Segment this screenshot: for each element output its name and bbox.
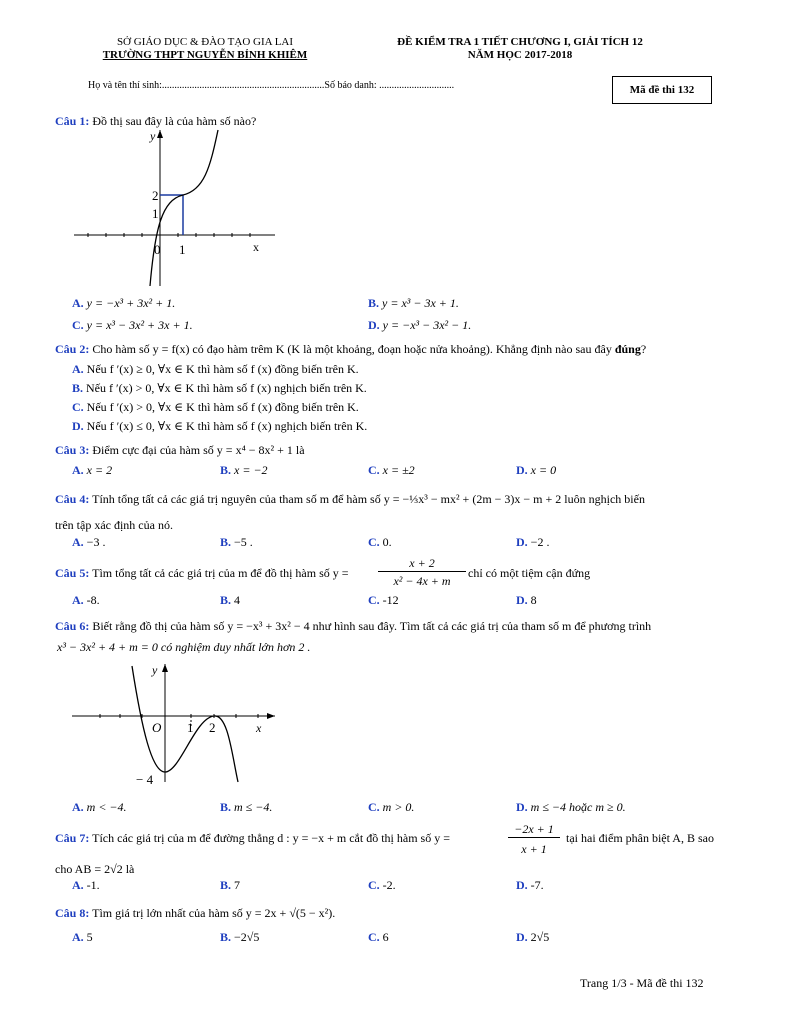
- q3-a-label: A.: [72, 463, 84, 477]
- q4-d-text: −2 .: [530, 535, 550, 549]
- q5-b-text: 4: [234, 593, 241, 607]
- question-5: [55, 566, 349, 581]
- question-8-text: Tìm giá trị lớn nhất của hàm số y = 2x + √(5 − x²).: [92, 906, 336, 920]
- q7-option-a[interactable]: [72, 878, 100, 893]
- question-3-label: Câu 3:: [55, 443, 90, 457]
- q4-d-label: D.: [516, 535, 528, 549]
- q8-c-text: 6: [382, 930, 389, 944]
- q1-c-text: y = x³ − 3x² + 3x + 1.: [86, 318, 193, 332]
- q4-b-label: B.: [220, 535, 232, 549]
- q6-d-text: m ≤ −4 hoặc m ≥ 0.: [530, 800, 626, 814]
- page-footer: Trang 1/3 - Mã đề thi 132: [580, 976, 704, 990]
- question-2: [55, 342, 646, 357]
- q5-option-c[interactable]: [368, 593, 399, 608]
- q8-b-label: B.: [220, 930, 232, 944]
- q1-origin: 0: [154, 242, 161, 257]
- question-5-text-pre: Tìm tổng tất cả các giá trị của m để đồ thị hàm số y =: [92, 566, 349, 580]
- q5-c-label: C.: [368, 593, 380, 607]
- question-6: [55, 619, 651, 634]
- q3-option-b[interactable]: [220, 463, 268, 478]
- q6-c-label: C.: [368, 800, 380, 814]
- question-1-label: Câu 1:: [55, 114, 90, 128]
- q5-fraction-den: x² − 4x + m: [393, 574, 451, 588]
- question-3-text: Điểm cực đại của hàm số y = x⁴ − 8x² + 1 là: [92, 443, 305, 457]
- q7-d-label: D.: [516, 878, 528, 892]
- q8-a-text: 5: [86, 930, 93, 944]
- q8-b-text: −2√5: [234, 930, 260, 944]
- q5-fraction-num: x + 2: [378, 556, 466, 572]
- q7-a-text: -1.: [86, 878, 100, 892]
- q6-c-text: m > 0.: [382, 800, 415, 814]
- question-8-label: Câu 8:: [55, 906, 90, 920]
- question-1-graph: [70, 128, 280, 288]
- q6-tick-minus4: − 4: [136, 772, 154, 785]
- q7-option-c[interactable]: [368, 878, 396, 893]
- q7-d-text: -7.: [530, 878, 544, 892]
- question-2-bold: đúng: [614, 342, 641, 356]
- q7-b-label: B.: [220, 878, 232, 892]
- q2-b-label: B.: [72, 381, 84, 395]
- q6-a-label: A.: [72, 800, 84, 814]
- q6-tick-1: 1: [187, 720, 194, 735]
- q6-option-c[interactable]: [368, 800, 414, 815]
- q2-c-text: Nếu f ′(x) > 0, ∀x ∈ K thì hàm số f (x) đồng biến trên K.: [86, 400, 359, 414]
- q1-tick-2: 2: [152, 188, 159, 203]
- q2-b-text: Nếu f ′(x) > 0, ∀x ∈ K thì hàm số f (x) nghịch biến trên K.: [86, 381, 367, 395]
- q1-d-text: y = −x³ − 3x² − 1.: [382, 318, 472, 332]
- q2-option-c[interactable]: [72, 400, 359, 415]
- exam-title: ĐỀ KIỂM TRA 1 TIẾT CHƯƠNG I, GIẢI TÍCH 12: [397, 36, 643, 48]
- q8-option-a[interactable]: [72, 930, 93, 945]
- q4-option-d[interactable]: [516, 535, 549, 550]
- q2-d-text: Nếu f ′(x) ≤ 0, ∀x ∈ K thì hàm số f (x) nghịch biến trên K.: [86, 419, 368, 433]
- q3-c-label: C.: [368, 463, 380, 477]
- q3-option-d[interactable]: [516, 463, 556, 478]
- q6-b-label: B.: [220, 800, 232, 814]
- q1-option-b[interactable]: [368, 296, 459, 311]
- q4-a-label: A.: [72, 535, 84, 549]
- q6-y-label: y: [152, 663, 158, 677]
- question-7-text-pre: Tích các giá trị của m để đường thẳng d : y = −x + m cắt đồ thị hàm số y =: [92, 831, 450, 845]
- question-5-text-post: chỉ có một tiệm cận đứng: [468, 566, 591, 580]
- q3-d-label: D.: [516, 463, 528, 477]
- q8-d-label: D.: [516, 930, 528, 944]
- question-7-text-post: tại hai điểm phân biệt A, B sao: [566, 831, 714, 845]
- q1-a-label: A.: [72, 296, 84, 310]
- q6-a-text: m < −4.: [86, 800, 127, 814]
- school-name: TRƯỜNG THPT NGUYỄN BỈNH KHIÊM: [102, 49, 308, 61]
- q1-option-a[interactable]: [72, 296, 175, 311]
- q3-option-c[interactable]: [368, 463, 415, 478]
- question-2-text: Cho hàm số y = f(x) có đạo hàm trêm K (K là một khoảng, đoạn hoặc nửa khoảng). Khẳng định nào sau đây: [92, 342, 612, 356]
- q1-option-c[interactable]: [72, 318, 193, 333]
- q5-a-label: A.: [72, 593, 84, 607]
- q6-origin: O: [152, 720, 162, 735]
- q8-d-text: 2√5: [530, 930, 550, 944]
- question-4-text: Tính tổng tất cả các giá trị nguyên của tham số m để hàm số y = −⅓x³ − mx² + (2m − 3)x − m + 2 luôn nghịch biến: [92, 492, 645, 506]
- q6-x-label: x: [256, 721, 262, 735]
- q5-option-a[interactable]: [72, 593, 100, 608]
- q1-b-text: y = x³ − 3x + 1.: [382, 296, 459, 310]
- q7-b-text: 7: [234, 878, 241, 892]
- question-6-text2: x³ − 3x² + 4 + m = 0 có nghiệm duy nhất lớn hơn 2 .: [57, 640, 311, 654]
- question-6-graph: [70, 660, 280, 785]
- q1-d-label: D.: [368, 318, 380, 332]
- q7-fraction-num: −2x + 1: [508, 822, 560, 838]
- q2-option-b[interactable]: [72, 381, 367, 396]
- q1-tick-1y: 1: [152, 206, 159, 221]
- q2-c-label: C.: [72, 400, 84, 414]
- question-1: [55, 114, 256, 129]
- q7-c-text: -2.: [382, 878, 396, 892]
- q1-y-label: y: [150, 129, 156, 143]
- q6-option-d[interactable]: [516, 800, 626, 815]
- q8-option-b[interactable]: [220, 930, 259, 945]
- question-8: [55, 906, 335, 921]
- q8-c-label: C.: [368, 930, 380, 944]
- q2-a-text: Nếu f ′(x) ≥ 0, ∀x ∈ K thì hàm số f (x) đồng biến trên K.: [86, 362, 359, 376]
- q4-a-text: −3 .: [86, 535, 106, 549]
- question-2-tail: ?: [640, 342, 647, 356]
- q7-c-label: C.: [368, 878, 380, 892]
- q5-a-text: -8.: [86, 593, 100, 607]
- q1-a-text: y = −x³ + 3x² + 1.: [86, 296, 176, 310]
- q5-d-text: 8: [530, 593, 537, 607]
- q3-d-text: x = 0: [530, 463, 557, 477]
- q8-option-d[interactable]: [516, 930, 549, 945]
- q3-b-text: x = −2: [234, 463, 268, 477]
- q6-d-label: D.: [516, 800, 528, 814]
- question-7-text2: cho AB = 2√2 là: [55, 862, 135, 876]
- q5-d-label: D.: [516, 593, 528, 607]
- q3-a-text: x = 2: [86, 463, 113, 477]
- question-4-text2: trên tập xác định của nó.: [55, 518, 173, 532]
- q7-option-b[interactable]: [220, 878, 240, 893]
- q4-b-text: −5 .: [234, 535, 253, 549]
- exam-code-box: Mã đề thi 132: [612, 76, 712, 104]
- school-year: NĂM HỌC 2017-2018: [467, 49, 573, 61]
- q8-option-c[interactable]: [368, 930, 389, 945]
- q4-option-c[interactable]: [368, 535, 392, 550]
- q8-a-label: A.: [72, 930, 84, 944]
- q5-option-d[interactable]: [516, 593, 537, 608]
- question-4-label: Câu 4:: [55, 492, 90, 506]
- q6-b-text: m ≤ −4.: [234, 800, 273, 814]
- q6-option-a[interactable]: [72, 800, 127, 815]
- q7-option-d[interactable]: [516, 878, 544, 893]
- q7-a-label: A.: [72, 878, 84, 892]
- q5-c-text: -12: [382, 593, 399, 607]
- q1-b-label: B.: [368, 296, 380, 310]
- q6-option-b[interactable]: [220, 800, 272, 815]
- q5-option-b[interactable]: [220, 593, 240, 608]
- question-6-text: Biết rằng đồ thị của hàm số y = −x³ + 3x² − 4 như hình sau đây. Tìm tất cả các giá trị của tham số m để phương trình: [92, 619, 652, 633]
- q1-tick-1: 1: [179, 242, 186, 257]
- q1-x-label: x: [253, 240, 259, 254]
- question-6-label: Câu 6:: [55, 619, 90, 633]
- question-4: [55, 492, 645, 507]
- q2-option-a[interactable]: [72, 362, 359, 377]
- question-2-label: Câu 2:: [55, 342, 90, 356]
- question-1-text: Đồ thị sau đây là của hàm số nào?: [92, 114, 257, 128]
- q4-c-text: 0.: [382, 535, 392, 549]
- q4-option-b[interactable]: [220, 535, 253, 550]
- q2-option-d[interactable]: [72, 419, 367, 434]
- q7-fraction-den: x + 1: [521, 842, 547, 856]
- q2-d-label: D.: [72, 419, 84, 433]
- q4-c-label: C.: [368, 535, 380, 549]
- q1-option-d[interactable]: [368, 318, 471, 333]
- q1-c-label: C.: [72, 318, 84, 332]
- question-7: [55, 831, 450, 846]
- question-3: [55, 443, 305, 458]
- q4-option-a[interactable]: [72, 535, 105, 550]
- question-7-label: Câu 7:: [55, 831, 90, 845]
- q3-option-a[interactable]: [72, 463, 112, 478]
- q3-c-text: x = ±2: [382, 463, 415, 477]
- school-department: SỞ GIÁO DỤC & ĐÀO TẠO GIA LAI: [116, 36, 294, 48]
- question-5-label: Câu 5:: [55, 566, 90, 580]
- q3-b-label: B.: [220, 463, 232, 477]
- question-6-curve: [132, 666, 238, 782]
- q5-b-label: B.: [220, 593, 232, 607]
- q2-a-label: A.: [72, 362, 84, 376]
- q6-tick-2: 2: [209, 720, 216, 735]
- candidate-name-line: Họ và tên thí sinh:.................................................................Số báo danh: ..............................: [88, 80, 455, 91]
